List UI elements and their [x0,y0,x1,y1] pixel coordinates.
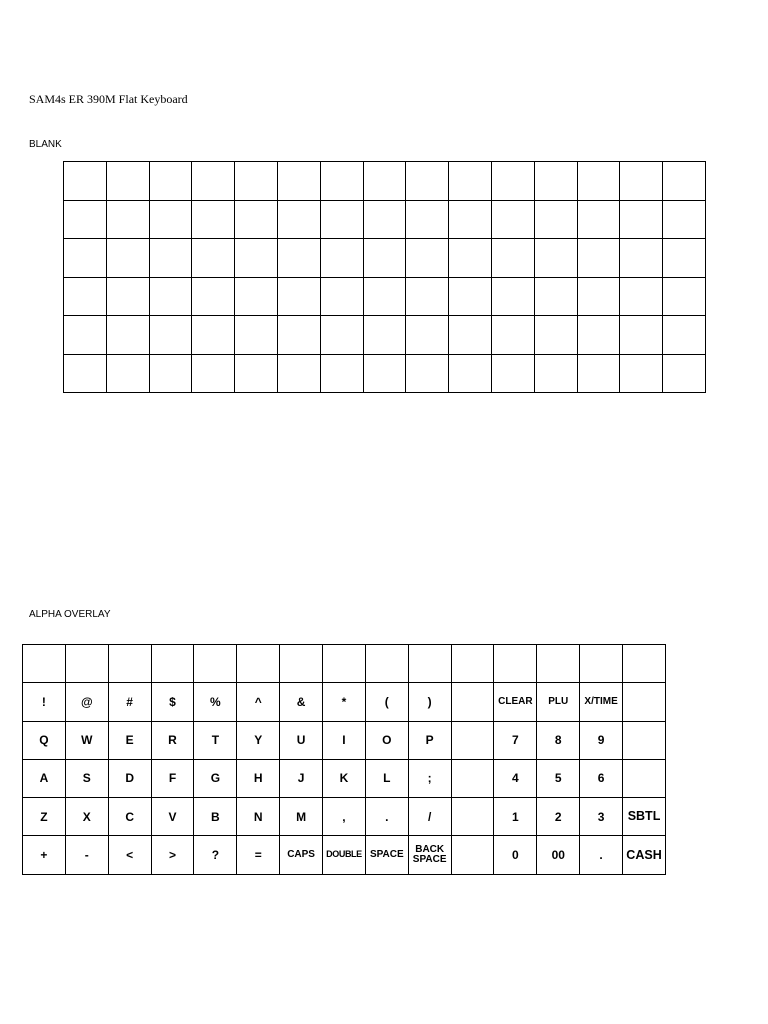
alpha-key-cell: N [237,798,280,836]
alpha-key-cell [623,759,666,797]
alpha-key-cell [194,645,237,683]
blank-key-cell [192,239,235,278]
alpha-key-cell: ; [408,759,451,797]
blank-key-cell [320,354,363,393]
blank-key-cell [491,354,534,393]
alpha-key-cell: ! [23,683,66,721]
alpha-key-cell [451,683,494,721]
blank-key-cell [106,200,149,239]
alpha-overlay-grid [22,644,666,875]
alpha-key-cell: V [151,798,194,836]
blank-key-cell [192,277,235,316]
blank-key-cell [491,277,534,316]
blank-key-cell [277,162,320,201]
blank-key-cell [277,316,320,355]
blank-key-cell [64,200,107,239]
blank-key-cell [192,354,235,393]
blank-key-cell [577,239,620,278]
blank-key-cell [235,316,278,355]
blank-key-cell [663,162,706,201]
blank-key-cell [577,354,620,393]
blank-key-cell [149,316,192,355]
alpha-key-cell: W [65,721,108,759]
blank-key-cell [149,354,192,393]
alpha-key-cell [623,721,666,759]
alpha-key-cell: 3 [580,798,623,836]
alpha-key-cell: 5 [537,759,580,797]
blank-key-cell [192,200,235,239]
blank-key-cell [320,162,363,201]
blank-key-cell [106,354,149,393]
alpha-key-cell: 8 [537,721,580,759]
blank-key-cell [663,354,706,393]
blank-key-cell [64,316,107,355]
blank-key-cell [406,162,449,201]
blank-key-cell [620,162,663,201]
blank-key-cell [663,200,706,239]
blank-key-cell [320,277,363,316]
blank-grid-row [64,162,706,201]
alpha-key-cell: 0 [494,836,537,874]
alpha-key-cell: SPACE [365,836,408,874]
alpha-overlay-label: ALPHA OVERLAY [29,609,111,620]
alpha-key-cell [623,645,666,683]
alpha-key-cell: 6 [580,759,623,797]
blank-key-cell [363,277,406,316]
blank-key-cell [534,354,577,393]
blank-grid-row [64,277,706,316]
alpha-key-cell [451,798,494,836]
alpha-key-cell [580,645,623,683]
blank-key-cell [577,162,620,201]
blank-key-cell [449,277,492,316]
alpha-key-cell: 4 [494,759,537,797]
alpha-key-cell [451,645,494,683]
alpha-key-cell: = [237,836,280,874]
alpha-key-cell: + [23,836,66,874]
alpha-key-cell: J [280,759,323,797]
blank-key-cell [235,200,278,239]
alpha-key-cell: P [408,721,451,759]
blank-key-cell [406,316,449,355]
blank-key-cell [449,162,492,201]
blank-key-cell [577,277,620,316]
blank-key-cell [64,239,107,278]
blank-key-cell [320,200,363,239]
blank-key-cell [106,277,149,316]
alpha-key-cell: C [108,798,151,836]
blank-key-cell [363,162,406,201]
blank-key-cell [363,316,406,355]
blank-key-cell [406,277,449,316]
blank-key-cell [534,239,577,278]
blank-key-cell [363,354,406,393]
alpha-key-cell [451,721,494,759]
alpha-key-cell: . [365,798,408,836]
blank-key-cell [149,200,192,239]
alpha-key-cell [151,645,194,683]
blank-key-cell [663,316,706,355]
alpha-grid-row [23,798,666,836]
blank-key-cell [363,239,406,278]
blank-key-cell [449,316,492,355]
blank-key-cell [64,354,107,393]
alpha-key-cell [494,645,537,683]
blank-key-cell [106,316,149,355]
alpha-key-cell [323,645,366,683]
blank-key-cell [149,239,192,278]
alpha-key-cell [451,759,494,797]
alpha-key-cell: ) [408,683,451,721]
alpha-grid-row [23,759,666,797]
alpha-key-cell: @ [65,683,108,721]
alpha-key-cell: I [323,721,366,759]
blank-key-cell [106,162,149,201]
alpha-key-cell: * [323,683,366,721]
alpha-key-cell [365,645,408,683]
alpha-key-cell: S [65,759,108,797]
alpha-key-cell: , [323,798,366,836]
blank-key-cell [406,200,449,239]
blank-key-cell [491,200,534,239]
alpha-key-cell: CASH [623,836,666,874]
blank-key-cell [663,277,706,316]
blank-keyboard-grid [63,161,706,393]
blank-key-cell [534,277,577,316]
alpha-key-cell [537,645,580,683]
alpha-key-cell: / [408,798,451,836]
alpha-key-cell: E [108,721,151,759]
alpha-key-cell [408,645,451,683]
blank-key-cell [534,200,577,239]
alpha-key-cell: . [580,836,623,874]
alpha-key-cell: CLEAR [494,683,537,721]
blank-key-cell [663,239,706,278]
alpha-key-cell: ( [365,683,408,721]
blank-key-cell [577,316,620,355]
blank-key-cell [64,162,107,201]
blank-key-cell [363,200,406,239]
blank-key-cell [577,200,620,239]
blank-key-cell [149,277,192,316]
blank-key-cell [449,239,492,278]
alpha-key-cell: - [65,836,108,874]
blank-key-cell [620,316,663,355]
alpha-key-cell: B [194,798,237,836]
alpha-key-cell: % [194,683,237,721]
blank-key-cell [320,239,363,278]
blank-key-cell [620,239,663,278]
alpha-key-cell [623,683,666,721]
alpha-key-cell: PLU [537,683,580,721]
blank-key-cell [235,239,278,278]
alpha-key-cell [237,645,280,683]
blank-grid-row [64,200,706,239]
blank-grid-row [64,239,706,278]
blank-grid-row [64,316,706,355]
alpha-key-cell: K [323,759,366,797]
alpha-key-cell: H [237,759,280,797]
blank-key-cell [491,162,534,201]
alpha-key-cell: O [365,721,408,759]
alpha-key-cell: L [365,759,408,797]
alpha-key-cell [280,645,323,683]
alpha-key-cell: Z [23,798,66,836]
blank-key-cell [277,277,320,316]
alpha-key-cell: ^ [237,683,280,721]
blank-key-cell [491,239,534,278]
blank-key-cell [534,162,577,201]
blank-key-cell [491,316,534,355]
alpha-key-cell: & [280,683,323,721]
alpha-key-cell: BACK SPACE [408,836,451,874]
alpha-key-cell: M [280,798,323,836]
blank-key-cell [620,277,663,316]
alpha-key-cell: Y [237,721,280,759]
alpha-key-cell [65,645,108,683]
alpha-key-cell: ? [194,836,237,874]
alpha-key-cell: 2 [537,798,580,836]
alpha-key-cell: 9 [580,721,623,759]
alpha-key-cell: SBTL [623,798,666,836]
alpha-key-cell: A [23,759,66,797]
alpha-key-cell: CAPS [280,836,323,874]
alpha-key-cell: 00 [537,836,580,874]
blank-key-cell [406,354,449,393]
blank-key-cell [620,200,663,239]
alpha-key-cell: $ [151,683,194,721]
alpha-grid-row [23,836,666,874]
alpha-key-cell: # [108,683,151,721]
alpha-key-cell: < [108,836,151,874]
blank-key-cell [449,200,492,239]
alpha-key-cell: 1 [494,798,537,836]
alpha-grid-row [23,683,666,721]
blank-key-cell [106,239,149,278]
alpha-key-cell: X [65,798,108,836]
blank-key-cell [277,200,320,239]
blank-key-cell [277,354,320,393]
alpha-key-cell: 7 [494,721,537,759]
alpha-key-cell: X/TIME [580,683,623,721]
alpha-key-cell [23,645,66,683]
alpha-key-cell: D [108,759,151,797]
document-title: SAM4s ER 390M Flat Keyboard [29,92,188,106]
blank-key-cell [320,316,363,355]
alpha-key-cell: U [280,721,323,759]
blank-key-cell [149,162,192,201]
blank-key-cell [192,316,235,355]
alpha-grid-row [23,645,666,683]
alpha-key-cell [108,645,151,683]
blank-key-cell [64,277,107,316]
blank-key-cell [534,316,577,355]
blank-key-cell [620,354,663,393]
blank-key-cell [235,354,278,393]
alpha-key-cell: F [151,759,194,797]
blank-grid-row [64,354,706,393]
blank-key-cell [192,162,235,201]
alpha-key-cell [451,836,494,874]
alpha-key-cell: DOUBLE [323,836,366,874]
blank-key-cell [277,239,320,278]
alpha-key-cell: Q [23,721,66,759]
blank-key-cell [449,354,492,393]
blank-key-cell [406,239,449,278]
blank-key-cell [235,162,278,201]
alpha-key-cell: R [151,721,194,759]
alpha-key-cell: G [194,759,237,797]
alpha-grid-row [23,721,666,759]
alpha-key-cell: > [151,836,194,874]
blank-section-label: BLANK [29,139,62,150]
alpha-key-cell: T [194,721,237,759]
blank-key-cell [235,277,278,316]
